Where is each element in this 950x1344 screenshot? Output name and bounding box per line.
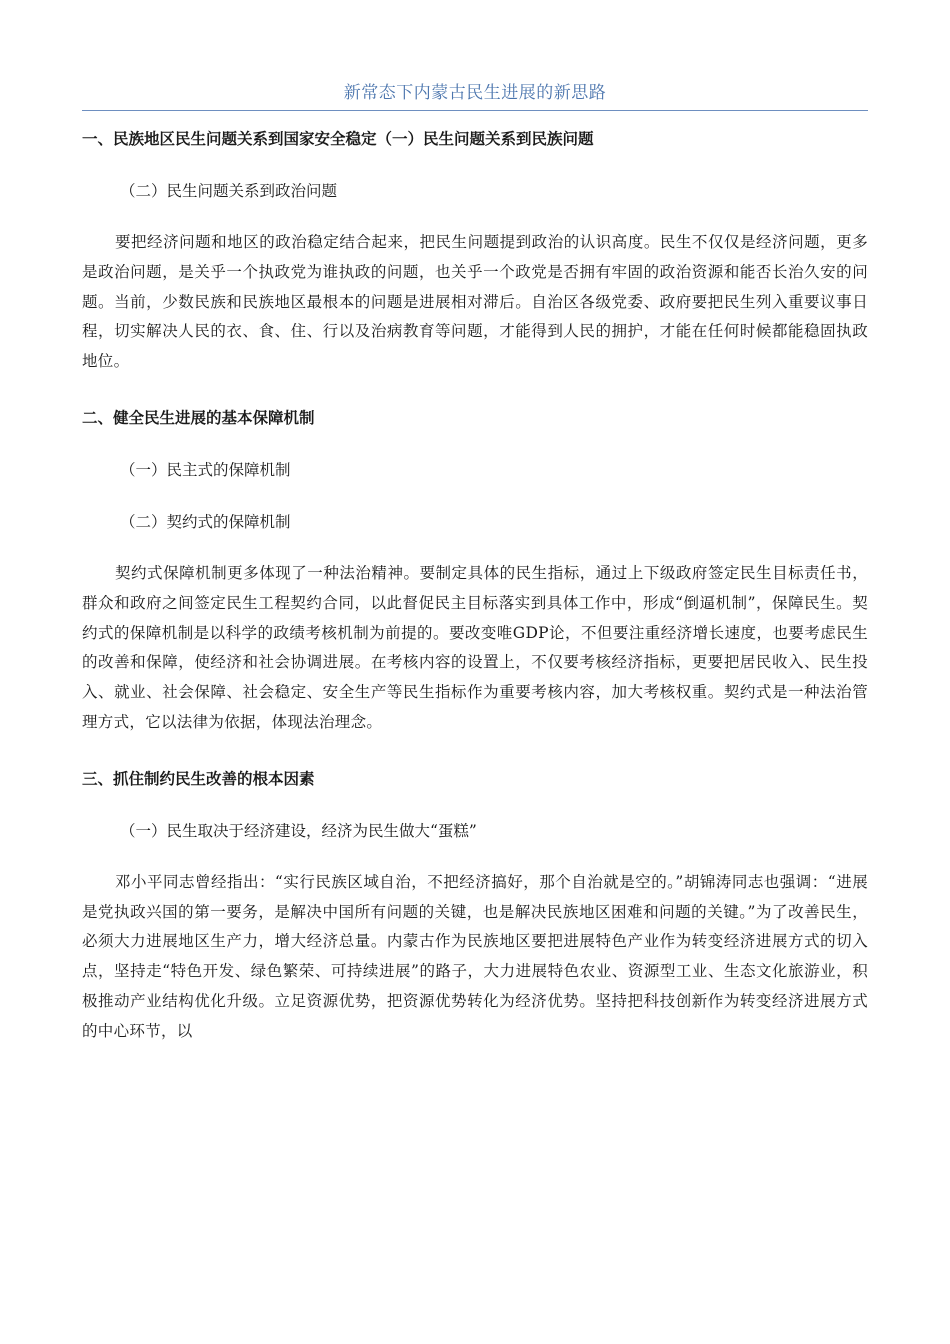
document-page: [82, 0, 868, 1344]
header-title: 新常态下内蒙古民生进展的新思路: [343, 83, 607, 103]
section-2-subheading-1: （一）民主式的保障机制: [120, 460, 291, 479]
section-2-subheading-2: （二）契约式的保障机制: [120, 512, 291, 531]
section-3-heading: 三、抓住制约民生改善的根本因素: [82, 769, 315, 788]
section-3-paragraph: 邓小平同志曾经指出：“实行民族区域自治，不把经济搞好，那个自治就是空的。”胡锦涛同志也强调：“进展是党执政兴国的第一要务，是解决中国所有问题的关键，也是解决民族地区困难和问题的关键。”为了改善民生，必须大力进展地区生产力，增大经济总量。内蒙古作为民族地区要把进展特色产业作为转变经济进展方式的切入点，坚持走“特色开发、绿色繁荣、可持续进展”的路子，大力进展特色农业、资源型工业、生态文化旅游业，积极推动产业结构优化升级。立足资源优势，把资源优势转化为经济优势。坚持把科技创新作为转变经济进展方式的中心环节，以: [82, 872, 868, 1040]
section-2-heading: 二、健全民生进展的基本保障机制: [82, 408, 315, 427]
section-2-paragraph: 契约式保障机制更多体现了一种法治精神。要制定具体的民生指标，通过上下级政府签定民生目标责任书，群众和政府之间签定民生工程契约合同，以此督促民主目标落实到具体工作中，形成“倒逼机制”，保障民生。契约式的保障机制是以科学的政绩考核机制为前提的。要改变唯GDP论，不但要注重经济增长速度，也要考虑民生的改善和保障，使经济和社会协调进展。在考核内容的设置上，不仅要考核经济指标，更要把居民收入、民生投入、就业、社会保障、社会稳定、安全生产等民生指标作为重要考核内容，加大考核权重。契约式是一种法治管理方式，它以法律为依据，体现法治理念。: [82, 563, 868, 731]
document-body: [82, 124, 868, 1047]
section-1-paragraph: 要把经济问题和地区的政治稳定结合起来，把民生问题提到政治的认识高度。民生不仅仅是经济问题，更多是政治问题，是关乎一个执政党为谁执政的问题，也关乎一个政党是否拥有牢固的政治资源和能否长治久安的问题。当前，少数民族和民族地区最根本的问题是进展相对滞后。自治区各级党委、政府要把民生列入重要议事日程，切实解决人民的衣、食、住、行以及治病教育等问题，才能得到人民的拥护，才能在任何时候都能稳固执政地位。: [82, 233, 868, 371]
section-3-subheading-1: （一）民生取决于经济建设，经济为民生做大“蛋糕”: [120, 821, 477, 840]
page-header: [82, 78, 868, 111]
section-1-heading: 一、民族地区民生问题关系到国家安全稳定（一）民生问题关系到民族问题: [82, 130, 594, 148]
section-1-subheading-2: （二）民生问题关系到政治问题: [120, 182, 338, 200]
